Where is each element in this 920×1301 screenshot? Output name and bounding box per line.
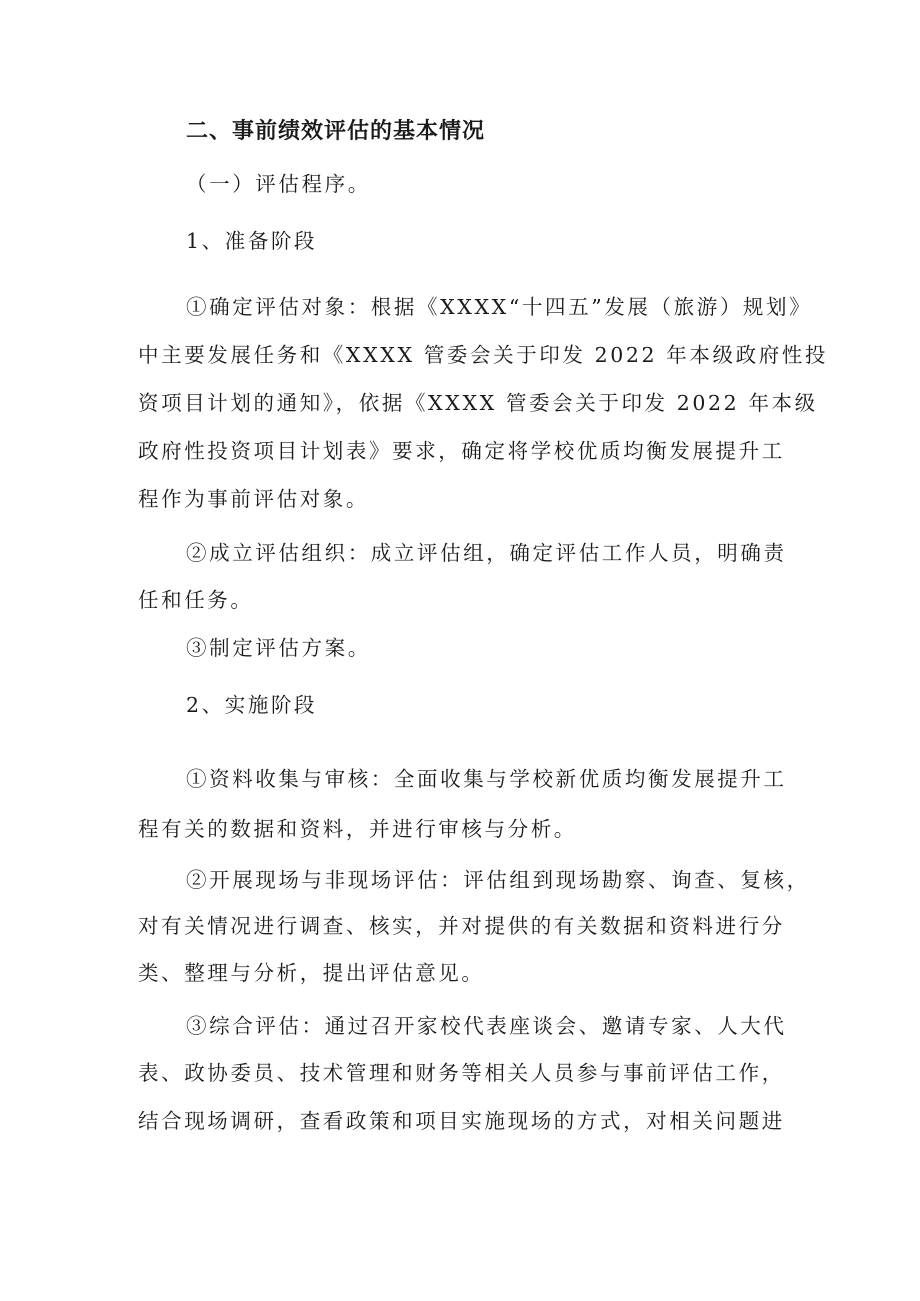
paragraph-line: ①资料收集与审核：全面收集与学校新优质均衡发展提升工 xyxy=(186,767,787,791)
paragraph-line: 结合现场调研，查看政策和项目实施现场的方式，对相关问题进 xyxy=(138,1109,785,1133)
paragraph-line: 程有关的数据和资料，并进行审核与分析。 xyxy=(138,817,577,841)
paragraph-line: 资项目计划的通知》，依据《XXXX 管委会关于印发 2022 年本级 xyxy=(138,391,818,415)
paragraph-line: 对有关情况进行调查、核实，并对提供的有关数据和资料进行分 xyxy=(138,914,785,938)
paragraph-line: 表、政协委员、技术管理和财务等相关人员参与事前评估工作， xyxy=(138,1061,785,1085)
paragraph-line: ①确定评估对象：根据《XXXX“十四五”发展（旅游）规划》 xyxy=(186,295,813,319)
paragraph-line: 任和任务。 xyxy=(138,588,254,612)
subsection-title: （一）评估程序。 xyxy=(186,172,371,196)
paragraph-line: 程作为事前评估对象。 xyxy=(138,487,369,511)
stage-title: 1、准备阶段 xyxy=(186,229,318,253)
stage-title: 2、实施阶段 xyxy=(186,693,318,717)
paragraph-line: ②开展现场与非现场评估：评估组到现场勘察、询查、复核， xyxy=(186,868,810,892)
paragraph-line: ③综合评估：通过召开家校代表座谈会、邀请专家、人大代 xyxy=(186,1014,787,1038)
paragraph-line: 中主要发展任务和《XXXX 管委会关于印发 2022 年本级政府性投 xyxy=(138,343,828,367)
paragraph-line: ③制定评估方案。 xyxy=(186,636,371,660)
paragraph-line: ②成立评估组织：成立评估组，确定评估工作人员，明确责 xyxy=(186,541,787,565)
section-heading: 二、事前绩效评估的基本情况 xyxy=(186,119,486,144)
paragraph-line: 类、整理与分析，提出评估意见。 xyxy=(138,961,485,985)
paragraph-line: 政府性投资项目计划表》要求，确定将学校优质均衡发展提升工 xyxy=(138,439,785,463)
